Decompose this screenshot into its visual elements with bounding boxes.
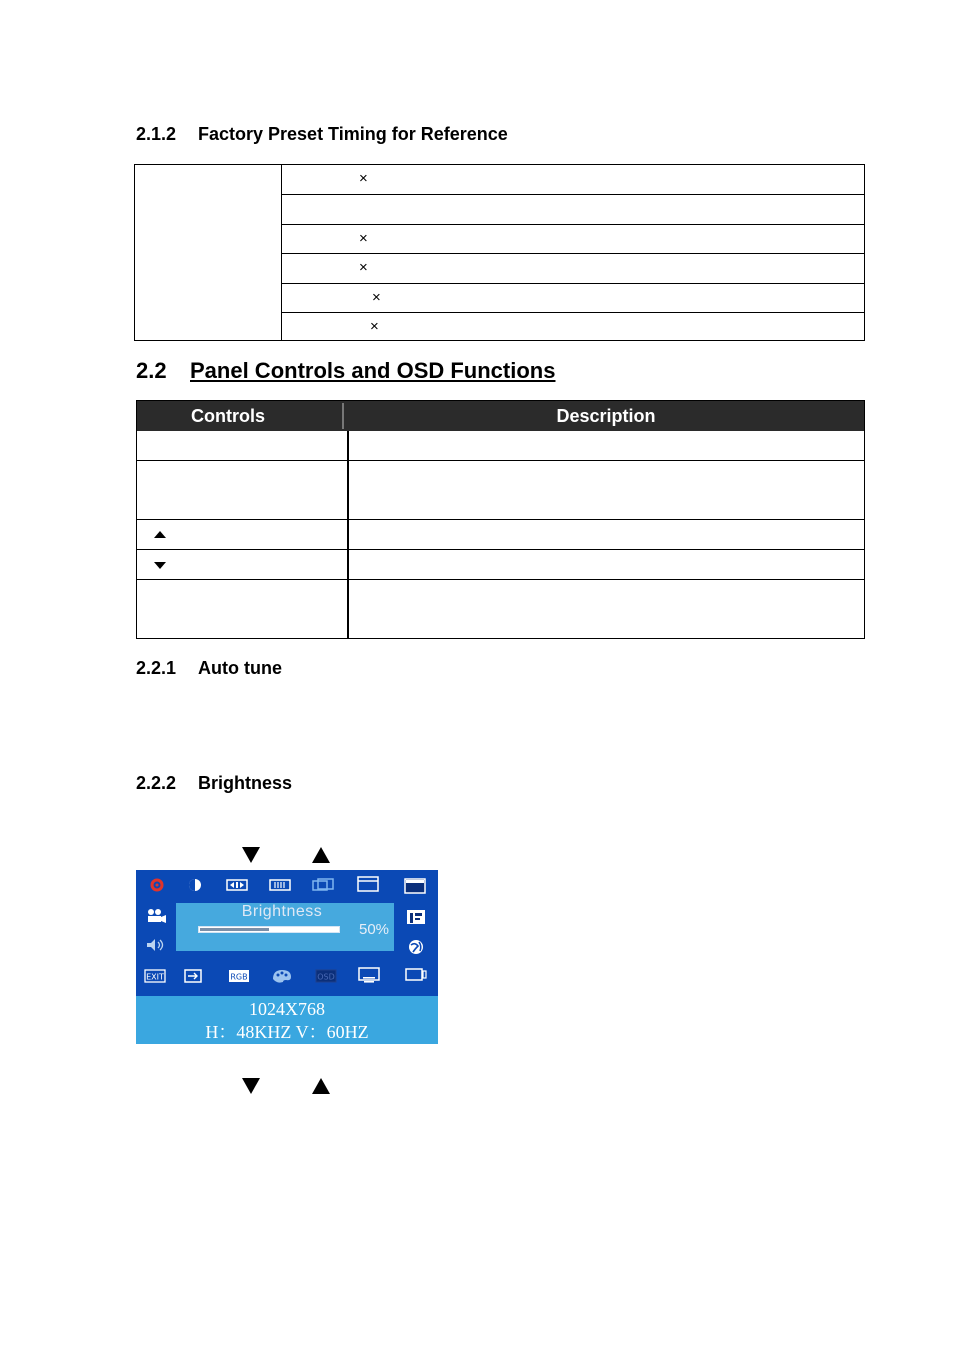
section-heading-2-2 bbox=[136, 358, 555, 384]
h-position-icon bbox=[226, 877, 248, 893]
section-heading-2-1-2 bbox=[136, 124, 508, 145]
clock-icon bbox=[312, 877, 334, 893]
times-sign: × bbox=[359, 170, 368, 187]
column-header-controls: Controls bbox=[191, 406, 265, 426]
section-title: Factory Preset Timing for Reference bbox=[198, 124, 508, 144]
times-sign: × bbox=[359, 259, 368, 276]
color-icon bbox=[271, 968, 293, 984]
brightness-slider[interactable] bbox=[198, 926, 340, 933]
brightness-level-fill bbox=[200, 928, 269, 931]
section-heading-2-2-1 bbox=[136, 658, 282, 679]
brightness-panel bbox=[176, 903, 394, 951]
reset-icon bbox=[405, 967, 427, 983]
row-divider bbox=[137, 579, 864, 580]
exit-icon bbox=[144, 968, 166, 984]
times-sign: × bbox=[372, 289, 381, 306]
osd-resolution: 1024X768 bbox=[249, 999, 325, 1019]
language-icon bbox=[406, 939, 428, 955]
section-number: 2.2.2 bbox=[136, 773, 177, 793]
svg-text:RGB: RGB bbox=[230, 972, 248, 982]
column-divider bbox=[347, 431, 349, 638]
row-divider bbox=[137, 519, 864, 520]
table-header bbox=[137, 401, 864, 431]
osd-menu-screenshot bbox=[136, 870, 438, 1044]
section-title: Auto tune bbox=[198, 658, 282, 678]
section-title: Panel Controls and OSD Functions bbox=[190, 358, 556, 383]
header-divider bbox=[342, 403, 344, 429]
brightness-icon bbox=[146, 877, 168, 893]
preset-table-left-cell bbox=[135, 165, 282, 340]
phase-icon bbox=[357, 876, 379, 892]
column-header-description: Description bbox=[556, 406, 656, 426]
up-arrow-icon bbox=[312, 847, 330, 863]
preset-row bbox=[282, 195, 864, 225]
osd-icon bbox=[315, 968, 337, 984]
osd-timing: H：48KHZ V：60HZ bbox=[205, 1022, 369, 1042]
section-number: 2.2.1 bbox=[136, 658, 177, 678]
preset-row bbox=[282, 225, 864, 254]
times-sign: × bbox=[359, 230, 368, 247]
brightness-value: 50% bbox=[359, 921, 390, 938]
osd-time-icon bbox=[406, 909, 428, 925]
row-divider bbox=[137, 549, 864, 550]
display-icon bbox=[358, 967, 380, 983]
times-sign: × bbox=[370, 318, 379, 335]
osd-window-icon bbox=[404, 878, 426, 894]
input-icon bbox=[183, 968, 205, 984]
section-heading-2-2-2 bbox=[136, 773, 292, 794]
row-divider bbox=[137, 460, 864, 461]
osd-signal-info bbox=[136, 996, 438, 1044]
preset-row bbox=[282, 313, 864, 342]
video-icon bbox=[145, 908, 167, 924]
preset-row bbox=[282, 254, 864, 284]
contrast-icon bbox=[184, 877, 206, 893]
down-arrow-icon bbox=[242, 1078, 260, 1094]
up-arrow-icon bbox=[312, 1078, 330, 1094]
audio-icon bbox=[145, 937, 167, 953]
rgb-icon bbox=[228, 968, 250, 984]
osd-item-title: Brightness bbox=[241, 903, 323, 920]
up-arrow-icon bbox=[154, 531, 166, 538]
section-number: 2.2 bbox=[136, 358, 167, 383]
v-position-icon bbox=[269, 877, 291, 893]
preset-row bbox=[282, 284, 864, 313]
section-number: 2.1.2 bbox=[136, 124, 177, 144]
svg-text:OSD: OSD bbox=[317, 972, 335, 982]
preset-row bbox=[282, 165, 864, 195]
svg-text:EXIT: EXIT bbox=[146, 972, 164, 982]
controls-table bbox=[136, 400, 865, 639]
section-title: Brightness bbox=[198, 773, 293, 793]
down-arrow-icon bbox=[242, 847, 260, 863]
preset-timing-table bbox=[134, 164, 865, 341]
down-arrow-icon bbox=[154, 562, 166, 569]
